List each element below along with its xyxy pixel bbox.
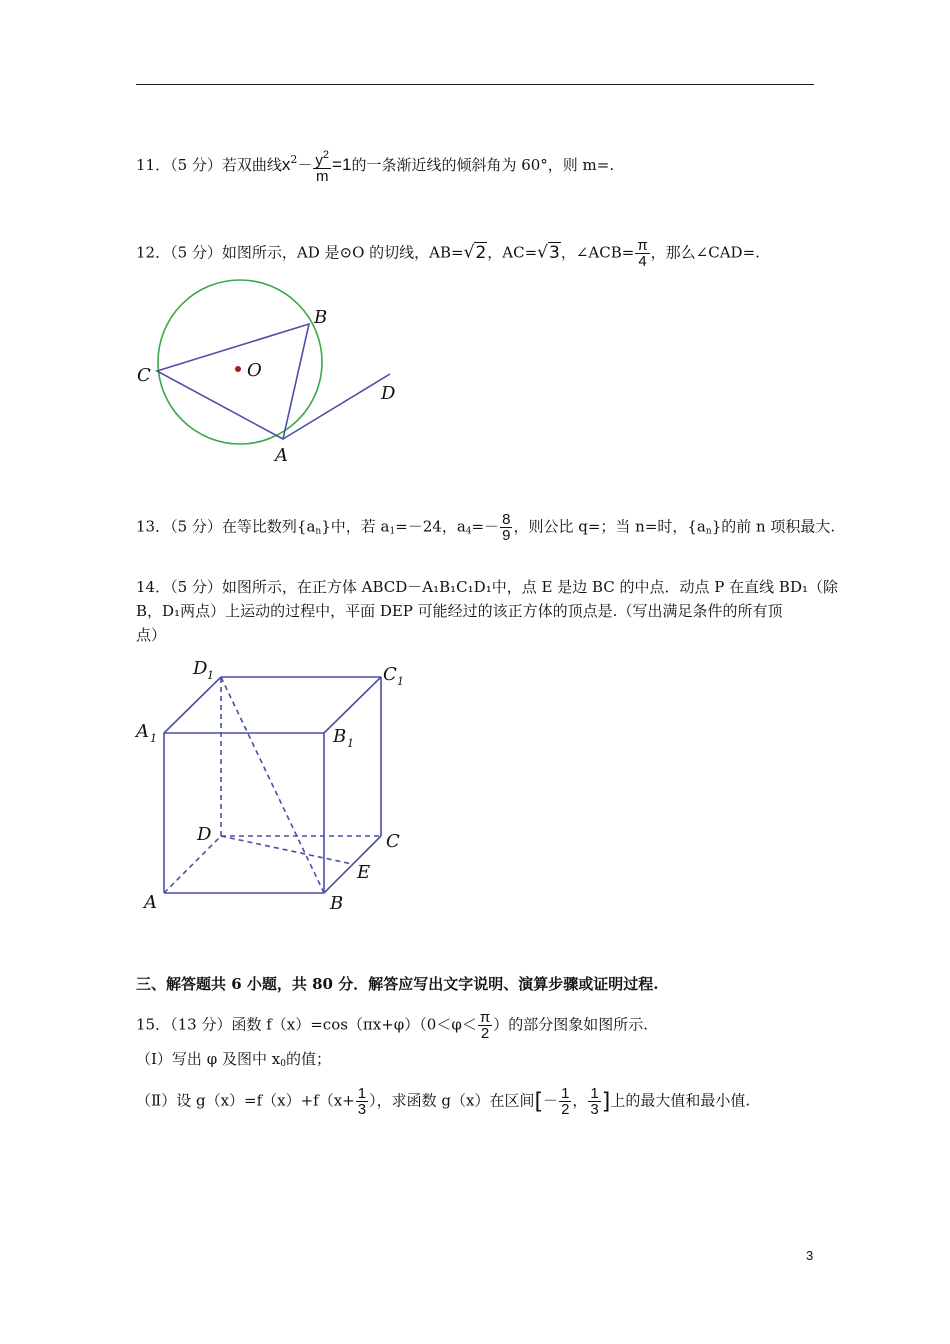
q13-fraction <box>500 512 512 543</box>
q15-half-num: 1 <box>561 1085 570 1102</box>
question-14-line3: 点） <box>136 626 167 644</box>
q15-prefix: 15．（13 分）函数 f（x）=cos（πx+φ）（0＜φ＜ <box>136 1015 477 1034</box>
q15-third2-den: 3 <box>590 1101 599 1118</box>
q15-third-den: 3 <box>357 1101 367 1118</box>
label-a: A <box>144 892 157 913</box>
q12-radicand-3: 3 <box>549 242 560 263</box>
q13-sub-n2: n <box>705 526 712 537</box>
q13-suffix-a: ，则公比 q=；当 n=时，{a <box>513 517 706 536</box>
label-b: B <box>330 893 344 914</box>
q15-frac-third <box>356 1086 368 1117</box>
q15-third2-num: 1 <box>590 1085 599 1102</box>
q11-y-exponent: 2 <box>322 149 330 161</box>
edge-b1-c1 <box>324 677 381 733</box>
question-14-line1: 14．（5 分）如图所示，在正方体 ABCD－A₁B₁C₁D₁中，点 E 是边 BC 的中点．动点 P 在直线 BD₁（除 <box>136 578 838 596</box>
label-d: D <box>381 383 396 404</box>
circle-o <box>158 280 322 444</box>
q13-part4: =－ <box>471 517 500 536</box>
q15-half-den: 2 <box>561 1101 570 1118</box>
q12-prefix: 12．（5 分）如图所示，AD 是⊙O 的切线，AB= <box>136 243 464 262</box>
triangle-cab <box>157 324 309 439</box>
q12-frac-den: 4 <box>638 253 647 270</box>
q15-part2-a: （Ⅱ）设 g（x）=f（x）+f（x+ <box>136 1091 355 1110</box>
q15-part1-suffix: 的值； <box>285 1050 331 1068</box>
label-d: D <box>197 824 212 845</box>
center-point-o <box>235 366 241 372</box>
label-c: C <box>137 365 151 386</box>
label-d1-sub: 1 <box>207 669 214 682</box>
q11-x-exponent: 2 <box>290 153 298 166</box>
q12-mid: ，AC= <box>487 243 538 262</box>
q12-sqrt-3: √3 <box>537 242 560 263</box>
label-a1: A <box>136 721 149 742</box>
question-15 <box>136 1010 648 1041</box>
q15-part2-c: 上的最大值和最小值. <box>610 1091 751 1110</box>
q15-right-bracket: ] <box>601 1089 611 1115</box>
q13-part3: =－24，a <box>395 517 466 536</box>
question-15-part1 <box>136 1049 331 1074</box>
q15-neg: － <box>543 1091 559 1110</box>
label-c1: C <box>383 664 397 685</box>
section-3-heading: 三、解答题共 6 小题，共 80 分．解答应写出文字说明、演算步骤或证明过程. <box>136 975 659 993</box>
q12-suffix: ，那么∠CAD=. <box>650 243 760 262</box>
q12-frac-num: π <box>637 237 648 254</box>
q15-part2-b: ），求函数 g（x）在区间 <box>369 1091 535 1110</box>
question-14-line2: B，D₁两点）上运动的过程中，平面 DEP 可能经过的该正方体的顶点是.（写出满足条件的所有顶 <box>136 602 783 620</box>
label-e: E <box>357 862 371 883</box>
q11-x: x <box>281 155 291 174</box>
label-a1-sub: 1 <box>150 732 157 745</box>
q13-sub-4: 4 <box>465 526 472 537</box>
q11-minus: － <box>297 156 313 174</box>
q15-left-bracket: [ <box>534 1089 544 1115</box>
q15-comma: ， <box>572 1091 588 1110</box>
label-c: C <box>386 831 400 852</box>
q15-suffix: ）的部分图象如图所示. <box>493 1015 648 1034</box>
page-number: 3 <box>806 1248 814 1263</box>
q13-frac-num: 8 <box>502 511 511 528</box>
q12-sqrt-2: √2 <box>463 242 487 263</box>
q15-frac-den: 2 <box>480 1025 490 1042</box>
label-b1-sub: 1 <box>347 737 354 750</box>
question-15-part2 <box>136 1086 750 1117</box>
edge-a1-d1 <box>164 677 221 733</box>
q13-sub-1: 1 <box>389 526 396 537</box>
label-b1: B <box>333 726 347 747</box>
q11-suffix: 的一条渐近线的倾斜角为 60°，则 m=. <box>351 156 615 174</box>
q15-fraction <box>478 1010 492 1041</box>
label-b: B <box>314 307 328 328</box>
question-13 <box>136 512 835 543</box>
edge-a-d-hidden <box>164 836 221 893</box>
q11-frac-den: m <box>315 168 329 185</box>
q11-eq: =1 <box>332 155 352 174</box>
q12-radicand-2: 2 <box>475 242 487 263</box>
q15-frac-num: π <box>479 1009 491 1026</box>
q11-y: y <box>315 152 323 169</box>
figure-cube <box>164 677 381 893</box>
label-o: O <box>247 360 262 381</box>
label-d1: D <box>193 658 208 679</box>
q15-part1-text: （Ⅰ）写出 φ 及图中 x <box>136 1050 281 1068</box>
q15-frac-third-2 <box>588 1086 600 1117</box>
q13-prefix: 13．（5 分）在等比数列{a <box>136 517 316 536</box>
q11-prefix: 11．（5 分）若双曲线 <box>136 156 282 174</box>
q15-third-num: 1 <box>357 1085 367 1102</box>
q13-sub-n: n <box>315 526 322 537</box>
label-a: A <box>275 445 288 466</box>
label-c1-sub: 1 <box>397 675 404 688</box>
q13-suffix-b: }的前 n 项积最大. <box>711 517 836 536</box>
q15-frac-half <box>559 1086 571 1117</box>
q13-part2: }中，若 a <box>321 517 390 536</box>
segment-d-e-hidden <box>221 836 352 864</box>
tangent-ad <box>283 374 390 439</box>
edge-b-c <box>324 836 381 893</box>
q13-frac-den: 9 <box>502 527 511 544</box>
q12-mid2: ，∠ACB= <box>560 243 635 262</box>
diagonal-b-d1-hidden <box>221 677 324 893</box>
q15-part1-sub: 0 <box>280 1059 286 1069</box>
